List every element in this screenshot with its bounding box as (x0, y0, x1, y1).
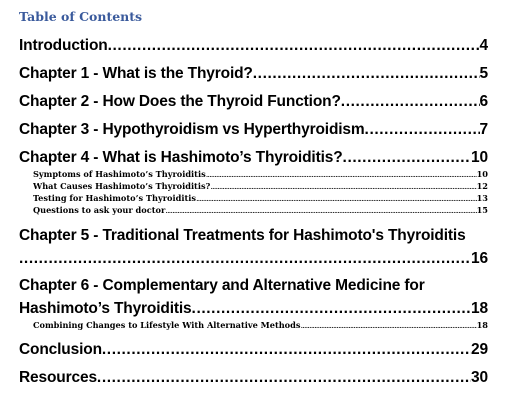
toc-entry-title: Resources (19, 369, 97, 386)
toc-entry-title-line-2: Hashimoto’s Thyroiditis (19, 300, 192, 317)
toc-subentry-testing[interactable] (33, 193, 488, 203)
toc-subentry-title: Combining Changes to Lifestyle With Alternative Methods (33, 320, 301, 330)
toc-subentry-page: 13 (476, 193, 488, 203)
toc-entry-page: 16 (471, 250, 488, 267)
dot-leader (19, 249, 471, 268)
toc-entry-resources[interactable] (19, 368, 488, 387)
toc-entry-chapter-4[interactable] (19, 148, 488, 167)
toc-subentry-page: 18 (476, 320, 488, 330)
dot-leader (97, 368, 471, 387)
toc-subentry-title: What Causes Hashimoto’s Thyroiditis? (33, 181, 211, 191)
toc-heading: Table of Contents (19, 9, 143, 24)
dot-leader (108, 36, 480, 55)
dot-leader (206, 169, 477, 179)
toc-entry-page: 4 (479, 37, 488, 54)
toc-entry-title: Chapter 2 - How Does the Thyroid Function? (19, 93, 341, 110)
toc-subentry-symptoms[interactable] (33, 169, 488, 179)
dot-leader (102, 340, 471, 359)
toc-subentry-title: Symptoms of Hashimoto’s Thyroiditis (33, 169, 206, 179)
dot-leader (300, 320, 476, 330)
toc-entry-title: Chapter 3 - Hypothyroidism vs Hyperthyroidism (19, 121, 365, 138)
toc-entry-conclusion[interactable] (19, 340, 488, 359)
toc-entry-chapter-3[interactable] (19, 120, 488, 139)
toc-entry-chapter-2[interactable] (19, 92, 488, 111)
toc-subentry-page: 10 (476, 169, 488, 179)
toc-subentry-title: Testing for Hashimoto’s Thyroiditis (33, 193, 196, 203)
dot-leader (253, 64, 480, 83)
toc-entry-title: Conclusion (19, 341, 102, 358)
toc-entry-title: Chapter 1 - What is the Thyroid? (19, 65, 253, 82)
dot-leader (343, 148, 472, 167)
dot-leader (165, 205, 476, 215)
toc-entry-page: 5 (479, 65, 488, 82)
toc-entry-page: 30 (471, 369, 488, 386)
toc-entry-page: 29 (471, 341, 488, 358)
toc-entry-page: 7 (479, 121, 488, 138)
toc-entry-chapter-6[interactable] (19, 276, 488, 318)
toc-entry-page: 18 (471, 300, 488, 317)
dot-leader (341, 92, 480, 111)
toc-entry-title: Chapter 5 - Traditional Treatments for Hashimoto's Thyroiditis (19, 227, 466, 244)
toc-subentry-title: Questions to ask your doctor (33, 205, 166, 215)
toc-subentry-page: 15 (476, 205, 488, 215)
dot-leader (192, 299, 472, 318)
toc-entry-page: 6 (479, 93, 488, 110)
toc-entry-chapter-1[interactable] (19, 64, 488, 83)
dot-leader (196, 193, 477, 203)
toc-subentry-combining[interactable] (33, 320, 488, 330)
toc-entry-page: 10 (471, 149, 488, 166)
dot-leader (210, 181, 476, 191)
toc-subentry-page: 12 (476, 181, 488, 191)
toc-entry-title-line-1: Chapter 6 - Complementary and Alternative Medicine for (19, 277, 425, 294)
dot-leader (365, 120, 480, 139)
toc-entry-introduction[interactable] (19, 36, 488, 55)
toc-entry-title: Chapter 4 - What is Hashimoto’s Thyroiditis? (19, 149, 343, 166)
toc-entry-chapter-5[interactable] (19, 226, 488, 268)
toc-subentry-causes[interactable] (33, 181, 488, 191)
toc-subentry-questions[interactable] (33, 205, 488, 215)
toc-entry-title: Introduction (19, 37, 108, 54)
